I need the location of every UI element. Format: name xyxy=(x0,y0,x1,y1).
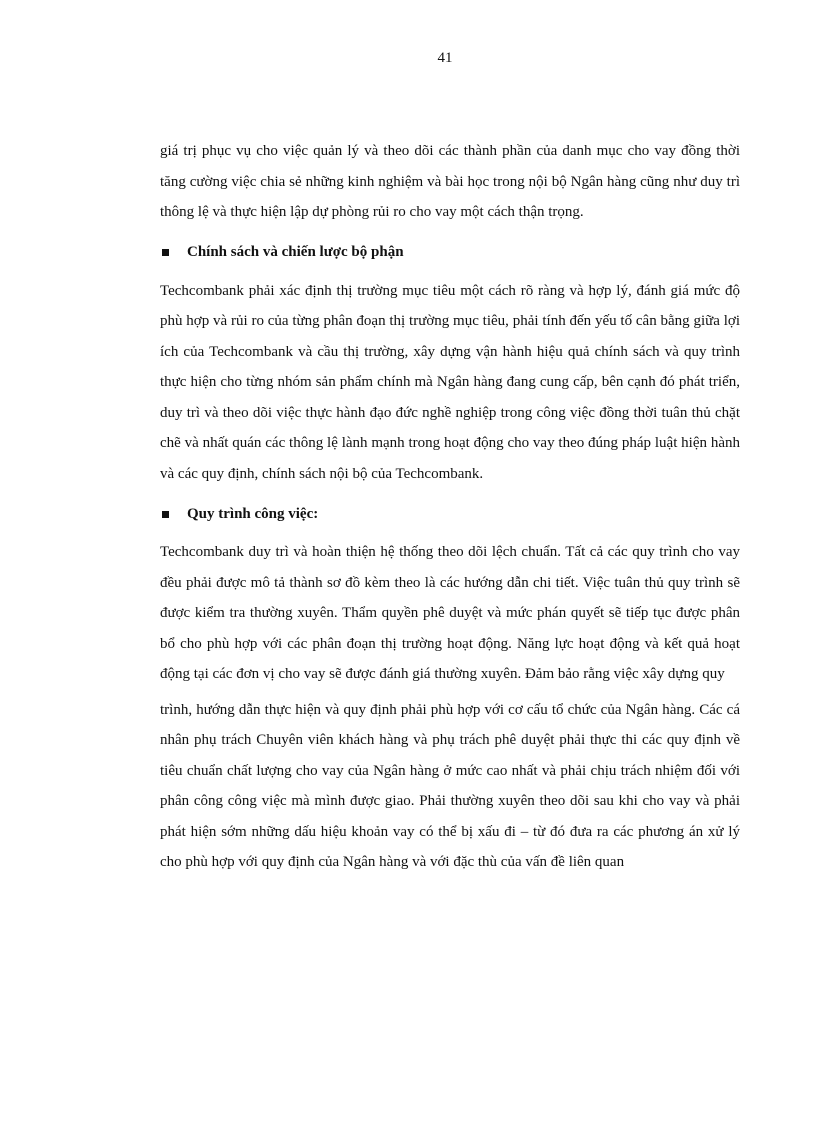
page-number: 41 xyxy=(437,50,453,66)
section-heading-policy-text: Chính sách và chiến lược bộ phận xyxy=(187,244,404,260)
intro-paragraph: giá trị phục vụ cho việc quản lý và theo dõi các thành phần của danh mục cho vay đồng thời tăng cường việc chia sẻ những kinh nghiệm và bài học trong nội bộ Ngân hàng cũng như duy trì thông lệ và thực hiện lập dự phòng rủi ro cho vay một cách thận trọng. xyxy=(160,143,740,220)
document-body xyxy=(160,136,740,878)
section-heading-process xyxy=(160,499,740,529)
section-heading-policy xyxy=(160,238,740,268)
process-paragraph-part-1: Techcombank duy trì và hoàn thiện hệ thống theo dõi lệch chuẩn. Tất cả các quy trình cho vay đều phải được mô tả thành sơ đồ kèm theo là các hướng dẫn chi tiết. Việc tuân thủ quy trình sẽ được kiểm tra thường xuyên. Thẩm quyền phê duyệt và mức phán quyết sẽ tiếp tục được phân bổ cho phù hợp với các phân đoạn thị trường hoạt động. Năng lực hoạt động và kết quả hoạt động tại các đơn vị cho vay sẽ được đánh giá thường xuyên. Đảm bảo rằng việc xây dựng quy xyxy=(160,544,740,682)
policy-paragraph: Techcombank phải xác định thị trường mục tiêu một cách rõ ràng và hợp lý, đánh giá mức độ phù hợp và rủi ro của từng phân đoạn thị trường mục tiêu, phải tính đến yếu tố cân bằng giữa lợi ích của Techcombank và cầu thị trường, xây dựng vận hành hiệu quả chính sách và quy trình thực hiện cho từng nhóm sản phẩm chính mà Ngân hàng đang cung cấp, bên cạnh đó phát triển, duy trì và theo dõi việc thực hành đạo đức nghề nghiệp trong công việc đồng thời tuân thủ chặt chẽ và nhất quán các thông lệ lành mạnh trong hoạt động cho vay theo đúng pháp luật hiện hành và các quy định, chính sách nội bộ của Techcombank. xyxy=(160,282,740,482)
process-paragraph-part-2: trình, hướng dẫn thực hiện và quy định phải phù hợp với cơ cấu tổ chức của Ngân hàng. Các cá nhân phụ trách Chuyên viên khách hàng và phụ trách phê duyệt phải thực thi các quy định về tiêu chuẩn chất lượng cho vay của Ngân hàng ở mức cao nhất và phải chịu trách nhiệm đối với phân công công việc mà mình được giao. Phải thường xuyên theo dõi sau khi cho vay và phải phát hiện sớm những dấu hiệu khoản vay có thể bị xấu đi – từ đó đưa ra các phương án xử lý cho phù hợp với quy định của Ngân hàng và với đặc thù của vấn đề liên quan xyxy=(160,701,740,870)
section-heading-process-text: Quy trình công việc: xyxy=(187,505,319,522)
square-bullet-icon xyxy=(162,511,169,518)
square-bullet-icon xyxy=(162,249,169,256)
